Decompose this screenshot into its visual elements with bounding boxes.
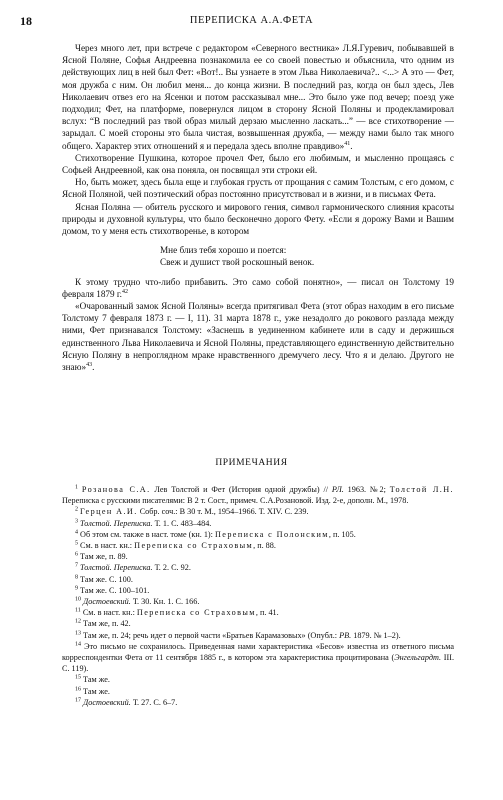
note-item: $^7$ Толстой. Переписка. Т. 2. С. 92. <box>75 562 191 573</box>
note-item: $^5$ См. в наст. кн.: Переписка со Страховым, п. 88. <box>75 540 276 551</box>
note-item: $^{12}$ Там же, п. 42. <box>75 618 131 629</box>
note-item: $^{13}$ Там же, п. 24; речь идет о первой части «Братьев Карамазовых» (Опубл.: РВ. 1879. № 1–2). <box>75 629 401 640</box>
note-item: $^9$ Там же. С. 100–101. <box>75 585 150 595</box>
note-item: $^{15}$ Там же. <box>75 674 110 685</box>
note-item: $^2$ Герцен А.И. Собр. соч.: В 30 т. М., 1954–1966. Т. XIV. С. 239. <box>75 506 309 517</box>
paragraph: «Очарованный замок Ясной Поляны» всегда притягивал Фета (этот образ находим в его письме Толстому 7 февраля 1873 г. — I, 11). 31 марта 1878 г., уже незадолго до рокового разлада между ними, Фет признавался Толстому: «Заснешь в уединенном кабинете или в саду и держишься единственного Льва Николаевича и Ясной Поляны, представляющего единственную действительно Ясную Поляну в непроглядном мраке нравственного дремучего лесу. Что я и делаю. Другого не знаю»$^{43}$. <box>62 301 454 373</box>
paragraph: Стихотворение Пушкина, которое прочел Фет, было его любимым, и мысленно прощаясь с Софьей Андреевной, как она поняла, он посвящал эти строки ей. <box>62 152 454 176</box>
note-item: $^4$ Об этом см. также в наст. томе (кн. 1): Переписка с Полонским, п. 105. <box>75 529 356 539</box>
note-item: $^3$ Толстой. Переписка. Т. 1. С. 483–484. <box>75 517 212 528</box>
note-item: $^6$ Там же, п. 89. <box>75 551 128 562</box>
footnote-ref: 41 <box>344 140 351 147</box>
note-item: $^1$ Розанова С.А. Лев Толстой и Фет (История одной дружбы) // РЛ. 1963. №2; Толстой Л.Н. Переписка с русскими писателями: В 2 т. Сост., примеч. С.А.Розановой. Изд. 2-е, дополн. М., 1978. <box>62 484 455 506</box>
note-item: $^{11}$ См. в наст. кн.: Переписка со Страховым, п. 41. <box>75 607 279 618</box>
paragraph: Через много лет, при встрече с редактором «Северного вестника» Л.Я.Гуревич, побывавшей в Ясной Поляне, Софья Андреевна познакомила ее со своей повестью и объяснила, что одним из действующих лиц в ней был Фет: «Вот!.. Вы узнаете в этом Льва Николаевича?.. <...> А это — Фет, моя дружба с ним. Он любил меня... до конца жизни. В последний раз, когда он был здесь, Лев Николаевич отвез его на Ясенки и потом рассказывал мне... Это было уже под вечер; поезд уже подходил; Фет, на платформе, повернулся лицом в сторону Ясной Поляны и продекламировал вслух: “В последний раз твой образ милый дерзаю мысленно ласкать...” — все стихотворение — зарыдал. С моей стороны это была чистая, возвышенная дружба, — между нами было так много общего. Характер этих отношений я и передала здесь вполне правдиво»$^{41}$. <box>62 43 454 151</box>
note-item: $^{17}$ Достоевский. Т. 27. С. 6–7. <box>75 697 178 707</box>
footnote-ref: 42 <box>121 288 128 295</box>
paragraph: К этому трудно что-либо прибавить. Это само собой понятно», — писал он Толстому 19 февраля 1879 г.$^{42}$ <box>62 276 454 299</box>
notes-list <box>62 484 454 708</box>
page-number: 18 <box>20 14 32 28</box>
running-title: ПЕРЕПИСКА А.А.ФЕТА <box>189 15 314 26</box>
paragraph: Ясная Поляна — обитель русского и мирового гения, символ гармонического слияния красоты природы и духовной культуры, что было бесконечно дорого Фету. «Если я дорожу Вами и Вашим домом, то у меня есть стихотвореньe, в котором <box>62 201 454 237</box>
main-text <box>62 42 454 373</box>
footnote-ref: 43 <box>86 362 93 369</box>
page-header <box>20 14 483 28</box>
verse-quote <box>160 244 454 268</box>
notes-heading: ПРИМЕЧАНИЯ <box>215 458 288 468</box>
note-item: $^{10}$ Достоевский. Т. 30. Кн. 1. С. 166. <box>75 596 200 607</box>
note-item: $^{14}$ Это письмо не сохранилось. Приведенная нами характеристика «Бесов» известна из ответного письма корреспондентки Фета от 11 сентября 1885 г., в котором эта характеристика процитирована (Энгельгардт. III. С. 119). <box>62 641 454 674</box>
verse-line: Свеж и душист твой роскошный венок. <box>160 257 315 268</box>
note-item: $^{16}$ Там же. <box>75 685 110 696</box>
verse-line: Мне близ тебя хорошо и поется: <box>160 245 287 256</box>
paragraph: Но, быть может, здесь была еще и глубокая грусть от прощания с самим Толстым, с его домом, с Ясной Поляной, чей поэтический образ постоянно присутствовал и в жизни, и в письмах Фета. <box>62 177 454 200</box>
note-item: $^8$ Там же. С. 100. <box>75 573 133 584</box>
